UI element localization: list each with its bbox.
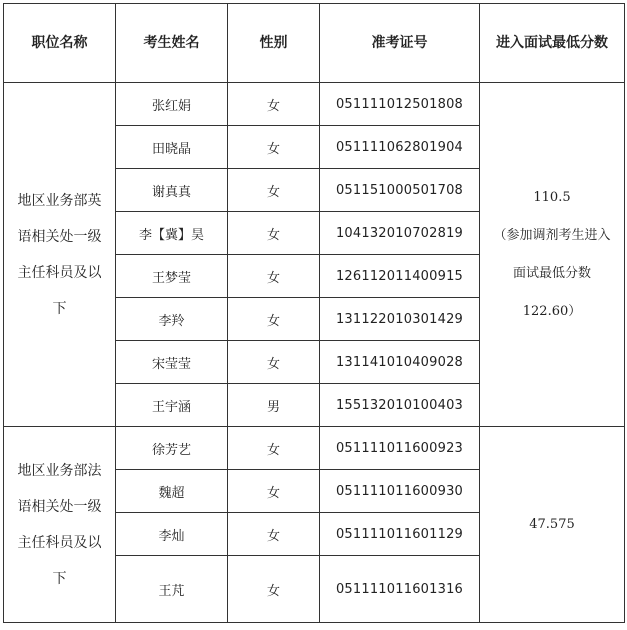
exam-id-cell: 051111011600930 (320, 470, 480, 513)
exam-id-cell: 131141010409028 (320, 341, 480, 384)
gender-cell: 男 (228, 384, 320, 427)
exam-id-cell: 051111012501808 (320, 83, 480, 126)
exam-id-cell: 104132010702819 (320, 212, 480, 255)
gender-cell: 女 (228, 83, 320, 126)
exam-id-cell: 126112011400915 (320, 255, 480, 298)
name-cell: 李【冀】昊 (116, 212, 228, 255)
gender-cell: 女 (228, 556, 320, 623)
exam-id-cell: 155132010100403 (320, 384, 480, 427)
header-exam-id: 准考证号 (320, 4, 480, 83)
header-min-score (480, 4, 625, 83)
position-label: 地区业务部英语相关处一级主任科员及以下 (17, 192, 102, 317)
table-row (4, 427, 625, 470)
name-cell: 宋莹莹 (116, 341, 228, 384)
gender-cell: 女 (228, 255, 320, 298)
gender-cell: 女 (228, 513, 320, 556)
gender-cell: 女 (228, 470, 320, 513)
name-cell: 李羚 (116, 298, 228, 341)
header-name: 考生姓名 (116, 4, 228, 83)
header-min-score-text: 进入面试最低分数 (496, 35, 608, 51)
name-cell: 王宇涵 (116, 384, 228, 427)
name-cell: 魏超 (116, 470, 228, 513)
name-cell: 徐芳艺 (116, 427, 228, 470)
exam-id-cell: 131122010301429 (320, 298, 480, 341)
name-cell: 王梦莹 (116, 255, 228, 298)
header-gender: 性别 (228, 4, 320, 83)
position-label: 地区业务部法语相关处一级主任科员及以下 (17, 462, 102, 587)
table-row (4, 83, 625, 126)
min-score-value: 47.575 (529, 516, 575, 532)
position-cell (4, 427, 116, 623)
gender-cell: 女 (228, 126, 320, 169)
gender-cell: 女 (228, 169, 320, 212)
gender-cell: 女 (228, 212, 320, 255)
gender-cell: 女 (228, 427, 320, 470)
name-cell: 田晓晶 (116, 126, 228, 169)
exam-id-cell: 051111011601129 (320, 513, 480, 556)
min-score-note: （参加调剂考生进入面试最低分数122.60） (493, 227, 611, 319)
header-position: 职位名称 (4, 4, 116, 83)
exam-id-cell: 051111011600923 (320, 427, 480, 470)
gender-cell: 女 (228, 298, 320, 341)
min-score-value: 110.5 (533, 189, 571, 205)
header-row (4, 4, 625, 83)
exam-id-cell: 051111011601316 (320, 556, 480, 623)
exam-id-cell: 051151000501708 (320, 169, 480, 212)
name-cell: 谢真真 (116, 169, 228, 212)
name-cell: 李灿 (116, 513, 228, 556)
position-cell (4, 83, 116, 427)
interview-score-table (3, 3, 625, 623)
name-cell: 张红娟 (116, 83, 228, 126)
exam-id-cell: 051111062801904 (320, 126, 480, 169)
gender-cell: 女 (228, 341, 320, 384)
min-score-cell (480, 83, 625, 427)
name-cell: 王芃 (116, 556, 228, 623)
min-score-cell (480, 427, 625, 623)
